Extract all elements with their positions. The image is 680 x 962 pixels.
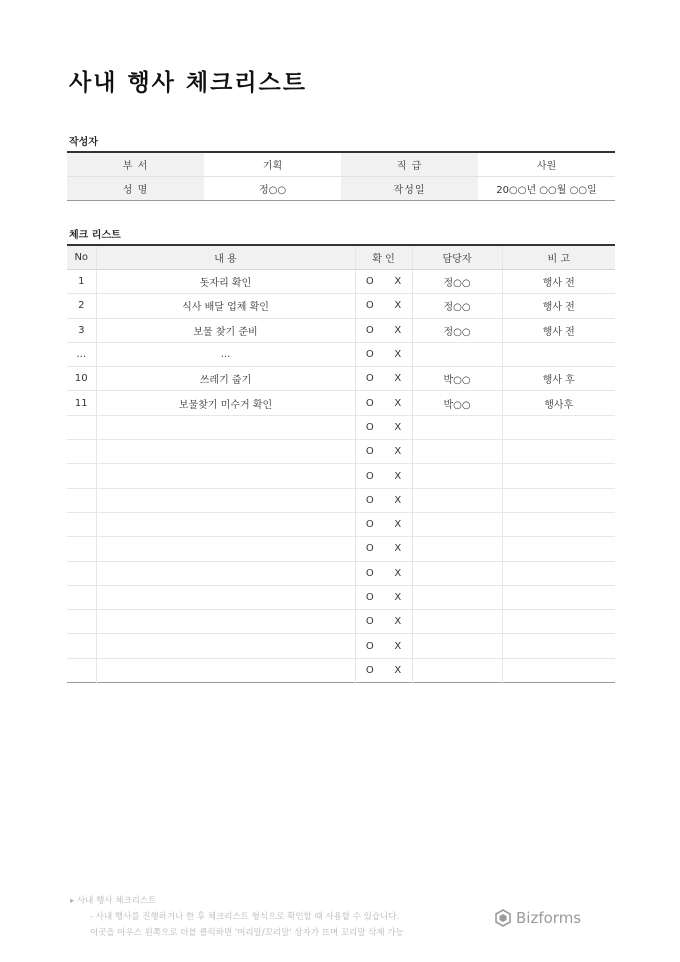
row-manager — [412, 610, 502, 634]
row-manager — [412, 488, 502, 512]
row-note — [502, 488, 615, 512]
row-content: 식사 배달 업체 확인 — [96, 294, 355, 318]
check-x-mark[interactable]: X — [384, 342, 412, 366]
checklist-header-row — [67, 245, 615, 270]
check-x-mark[interactable]: X — [384, 634, 412, 658]
check-o-mark[interactable]: O — [355, 270, 384, 294]
row-no — [67, 440, 96, 464]
row-no: 1 — [67, 270, 96, 294]
info-label: 부 서 — [67, 152, 204, 177]
row-content — [96, 415, 355, 439]
check-x-mark[interactable]: X — [384, 440, 412, 464]
checklist-row — [67, 658, 615, 682]
row-content — [96, 634, 355, 658]
row-no — [67, 537, 96, 561]
author-section-label: 작성자 — [69, 137, 98, 148]
check-x-mark[interactable]: X — [384, 512, 412, 536]
row-note: 행사 전 — [502, 270, 615, 294]
row-manager — [412, 561, 502, 585]
row-content — [96, 585, 355, 609]
checklist-row — [67, 415, 615, 439]
author-info-row — [67, 177, 615, 201]
row-content: 돗자리 확인 — [96, 270, 355, 294]
row-content — [96, 561, 355, 585]
check-o-mark[interactable]: O — [355, 440, 384, 464]
checklist-row — [67, 464, 615, 488]
row-manager — [412, 537, 502, 561]
checklist-row — [67, 391, 615, 415]
info-value: 20○○년 ○○월 ○○일 — [478, 177, 615, 201]
row-no — [67, 488, 96, 512]
check-o-mark[interactable]: O — [355, 294, 384, 318]
row-manager — [412, 415, 502, 439]
footer-line-1: ▸ 사내 행사 체크리스트 — [70, 896, 157, 906]
check-x-mark[interactable]: X — [384, 585, 412, 609]
info-value: 정○○ — [204, 177, 341, 201]
row-note: 행사후 — [502, 391, 615, 415]
row-no: 10 — [67, 367, 96, 391]
row-no — [67, 415, 96, 439]
checklist-row — [67, 561, 615, 585]
row-no: ... — [67, 342, 96, 366]
check-o-mark[interactable]: O — [355, 512, 384, 536]
page-title: 사내 행사 체크리스트 — [69, 70, 307, 96]
footer-note — [70, 893, 404, 941]
check-o-mark[interactable]: O — [355, 585, 384, 609]
footer-line-3: 이곳을 마우스 왼쪽으로 더블 클릭하면 '머리말/꼬리말' 상자가 뜨며 꼬리말 삭제 가능 — [90, 928, 404, 938]
checklist-row — [67, 488, 615, 512]
row-content — [96, 658, 355, 682]
bizforms-logo — [494, 909, 581, 927]
row-content — [96, 512, 355, 536]
row-no — [67, 634, 96, 658]
row-no: 11 — [67, 391, 96, 415]
check-x-mark[interactable]: X — [384, 391, 412, 415]
row-content: 쓰레기 줍기 — [96, 367, 355, 391]
checklist-row — [67, 512, 615, 536]
row-no — [67, 561, 96, 585]
footer-line-2: - 사내 행사를 진행하거나 한 후 체크리스트 형식으로 확인할 때 사용할 수 있습니다. — [90, 912, 400, 922]
row-content: 보물 찾기 준비 — [96, 318, 355, 342]
row-note — [502, 561, 615, 585]
row-note — [502, 440, 615, 464]
check-o-mark[interactable]: O — [355, 537, 384, 561]
check-x-mark[interactable]: X — [384, 488, 412, 512]
check-x-mark[interactable]: X — [384, 610, 412, 634]
row-note — [502, 342, 615, 366]
check-x-mark[interactable]: X — [384, 294, 412, 318]
header-note: 비 고 — [502, 245, 615, 270]
check-o-mark[interactable]: O — [355, 367, 384, 391]
check-o-mark[interactable]: O — [355, 488, 384, 512]
author-info-row — [67, 152, 615, 177]
row-content: 보물찾기 미수거 확인 — [96, 391, 355, 415]
check-o-mark[interactable]: O — [355, 561, 384, 585]
checklist-row — [67, 367, 615, 391]
row-manager: 정○○ — [412, 318, 502, 342]
row-content — [96, 537, 355, 561]
row-note: 행사 전 — [502, 294, 615, 318]
row-no — [67, 464, 96, 488]
row-manager: 박○○ — [412, 391, 502, 415]
checklist-row — [67, 537, 615, 561]
row-note — [502, 658, 615, 682]
check-x-mark[interactable]: X — [384, 415, 412, 439]
row-manager — [412, 585, 502, 609]
row-content — [96, 488, 355, 512]
check-o-mark[interactable]: O — [355, 610, 384, 634]
row-manager: 정○○ — [412, 270, 502, 294]
checklist-row — [67, 440, 615, 464]
checklist-row — [67, 318, 615, 342]
checklist-table — [67, 244, 615, 683]
bizforms-logo-icon — [494, 909, 512, 927]
info-value: 기획 — [262, 161, 283, 172]
row-no — [67, 512, 96, 536]
row-no — [67, 610, 96, 634]
row-note — [502, 634, 615, 658]
row-note — [502, 512, 615, 536]
row-manager: 정○○ — [412, 294, 502, 318]
check-x-mark[interactable]: X — [384, 270, 412, 294]
header-manager: 담당자 — [412, 245, 502, 270]
checklist-section-label: 체크 리스트 — [69, 230, 121, 241]
check-x-mark[interactable]: X — [384, 658, 412, 682]
row-manager — [412, 634, 502, 658]
check-x-mark[interactable]: X — [384, 537, 412, 561]
row-note — [502, 464, 615, 488]
check-o-mark[interactable]: O — [355, 342, 384, 366]
check-o-mark[interactable]: O — [355, 464, 384, 488]
row-manager — [412, 342, 502, 366]
row-note: 행사 전 — [502, 318, 615, 342]
author-info-table — [67, 151, 615, 201]
check-o-mark[interactable]: O — [355, 658, 384, 682]
row-note — [502, 415, 615, 439]
row-manager — [412, 440, 502, 464]
row-no — [67, 585, 96, 609]
checklist-row — [67, 634, 615, 658]
checklist-row — [67, 294, 615, 318]
check-o-mark[interactable]: O — [355, 318, 384, 342]
check-x-mark[interactable]: X — [384, 464, 412, 488]
row-content: ... — [96, 342, 355, 366]
header-content: 내 용 — [96, 245, 355, 270]
check-o-mark[interactable]: O — [355, 634, 384, 658]
header-check: 확 인 — [355, 245, 412, 270]
row-note — [502, 610, 615, 634]
info-value: 사원 — [536, 161, 557, 172]
checklist-row — [67, 342, 615, 366]
check-o-mark[interactable]: O — [355, 391, 384, 415]
row-manager: 박○○ — [412, 367, 502, 391]
row-no: 2 — [67, 294, 96, 318]
checklist-row — [67, 610, 615, 634]
check-o-mark[interactable]: O — [355, 415, 384, 439]
check-x-mark[interactable]: X — [384, 367, 412, 391]
checklist-row — [67, 270, 615, 294]
row-content — [96, 610, 355, 634]
checklist-row — [67, 585, 615, 609]
row-note: 행사 후 — [502, 367, 615, 391]
row-no: 3 — [67, 318, 96, 342]
row-manager — [412, 512, 502, 536]
info-label: 직 급 — [341, 152, 478, 177]
check-x-mark[interactable]: X — [384, 561, 412, 585]
row-manager — [412, 658, 502, 682]
row-note — [502, 537, 615, 561]
row-content — [96, 440, 355, 464]
check-x-mark[interactable]: X — [384, 318, 412, 342]
bizforms-logo-text: Bizforms — [516, 909, 582, 927]
info-label: 성 명 — [67, 177, 204, 201]
row-manager — [412, 464, 502, 488]
row-content — [96, 464, 355, 488]
info-label: 작성일 — [341, 177, 478, 201]
row-note — [502, 585, 615, 609]
header-no: No — [67, 245, 96, 270]
row-no — [67, 658, 96, 682]
